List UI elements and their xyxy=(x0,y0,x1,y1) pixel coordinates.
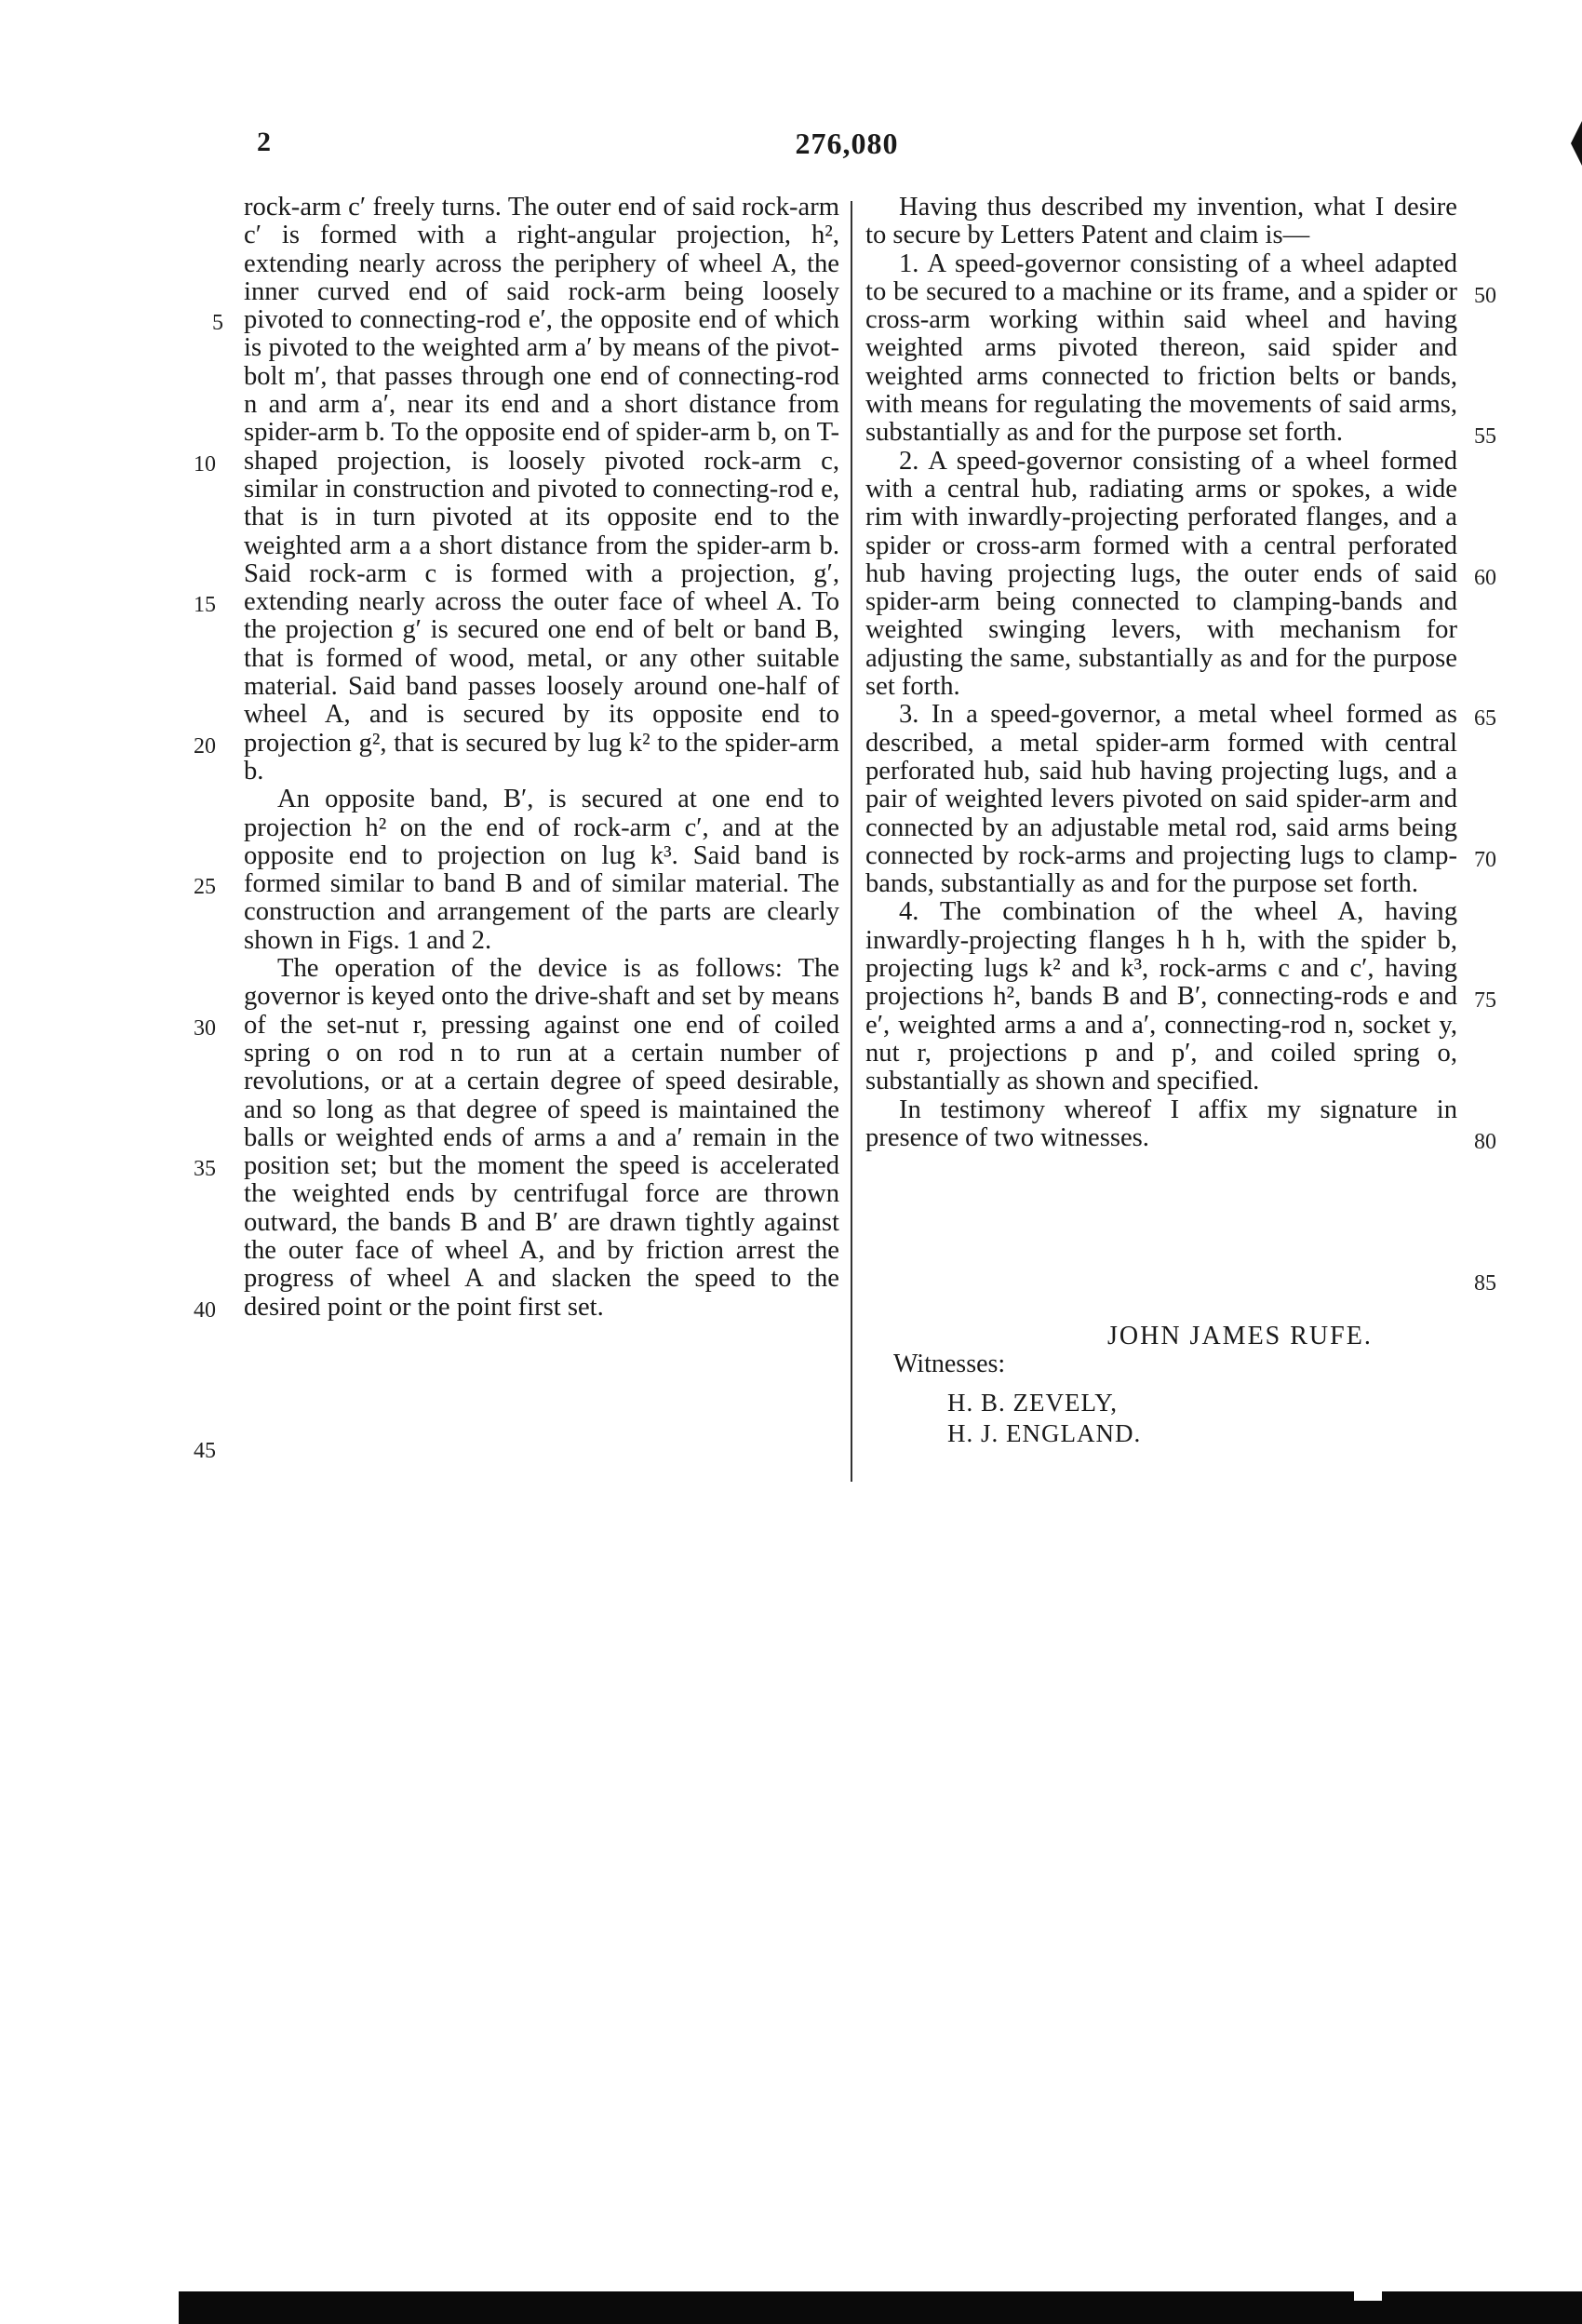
line-number: 75 xyxy=(1474,988,1496,1013)
line-number: 35 xyxy=(194,1157,216,1181)
line-number: 15 xyxy=(194,593,216,617)
body-paragraph: An opposite band, B′, is secured at one end to projection h² on the end of rock-arm c′, and at the opposite end to projection on lug k³. Said band is formed similar to band B and of similar material. The construction and arrangement of the parts are clearly shown in Figs. 1 and 2. xyxy=(244,785,839,955)
line-number: 60 xyxy=(1474,566,1496,590)
witnesses-label: Witnesses: xyxy=(893,1350,1006,1378)
claim: 3. In a speed-governor, a metal wheel formed as described, a metal spider-arm formed with central perforated hub, said hub having projecting lugs, and a pair of weighted levers pivoted on said spider-arm and connected by an adjustable metal rod, said arms being connected by rock-arms and projecting lugs to clamp-bands, substantially as and for the purpose set forth. xyxy=(865,700,1457,899)
line-number: 70 xyxy=(1474,848,1496,872)
scan-border-gap xyxy=(1354,2291,1382,2301)
line-number: 10 xyxy=(194,452,216,477)
body-paragraph: The operation of the device is as follows: The governor is keyed onto the drive-shaft and set by means of the set-nut r, pressing against one end of coiled spring o on rod n to run at a certain number of revolutions, or at a certain degree of speed desirable, and so long as that degree of speed is maintained the balls or weighted ends of arms a and a′ remain in the position set; but the moment the speed is accelerated the weighted ends by centrifugal force are thrown outward, the bands B and B′ are drawn tightly against the outer face of wheel A, and by friction arrest the progress of wheel A and slacken the speed to the desired point or the point first set. xyxy=(244,954,839,1322)
line-number: 45 xyxy=(194,1439,216,1463)
testimony-clause: In testimony whereof I affix my signature in presence of two witnesses. xyxy=(865,1095,1457,1152)
line-number: 30 xyxy=(194,1016,216,1041)
claims-intro: Having thus described my invention, what I desire to secure by Letters Patent and claim is— xyxy=(865,193,1457,250)
line-number: 20 xyxy=(194,734,216,759)
line-number: 65 xyxy=(1474,706,1496,731)
right-text-column xyxy=(865,194,1457,1152)
left-text-column xyxy=(244,194,839,1322)
line-number: 55 xyxy=(1474,424,1496,449)
line-number: 5 xyxy=(212,311,223,335)
patent-number: 276,080 xyxy=(795,127,899,160)
line-number: 25 xyxy=(194,875,216,899)
claim: 1. A speed-governor consisting of a wheel adapted to be secured to a machine or its frame, and a spider or cross-arm working within said wheel and having weighted arms pivoted thereon, said spider and weighted arms connected to friction belts or bands, with means for regulating the movements of said arms, substantially as and for the purpose set forth. xyxy=(865,249,1457,448)
witness-name: H. B. ZEVELY, xyxy=(947,1389,1119,1417)
page-number: 2 xyxy=(257,127,271,157)
line-number: 85 xyxy=(1474,1271,1496,1296)
column-divider xyxy=(851,201,852,1482)
body-paragraph: rock-arm c′ freely turns. The outer end of said rock-arm c′ is formed with a right-angular projection, h², extending nearly across the periphery of wheel A, the inner curved end of said rock-arm being loosely pivoted to connecting-rod e′, the opposite end of which is pivoted to the weighted arm a′ by means of the pivot-bolt m′, that passes through one end of connecting-rod n and arm a′, near its end and a short distance from spider-arm b. To the opposite end of spider-arm b, on T-shaped projection, is loosely pivoted rock-arm c, similar in construction and pivoted to connecting-rod e, that is in turn pivoted at its opposite end to the weighted arm a a short distance from the spider-arm b. Said rock-arm c is formed with a projection, g′, extending nearly across the outer face of wheel A. To the projection g′ is secured one end of belt or band B, that is formed of wood, metal, or any other suitable material. Said band passes loosely around one-half of wheel A, and is secured by its opposite end to projection g², that is secured by lug k² to the spider-arm b. xyxy=(244,193,839,786)
page-edge-mark xyxy=(1571,121,1582,166)
witness-name: H. J. ENGLAND. xyxy=(947,1419,1142,1447)
line-number: 80 xyxy=(1474,1130,1496,1154)
inventor-signature: JOHN JAMES RUFE. xyxy=(1107,1322,1373,1350)
claim: 2. A speed-governor consisting of a wheel formed with a central hub, radiating arms or spokes, a wide rim with inwardly-projecting perforated flanges, and a spider or cross-arm formed with a central perforated hub having projecting lugs, the outer ends of said spider-arm being connected to clamping-bands and weighted swinging levers, with mechanism for adjusting the same, substantially as and for the purpose set forth. xyxy=(865,446,1457,702)
claim: 4. The combination of the wheel A, having inwardly-projecting flanges h h h, with the spider b, projecting lugs k² and k³, rock-arms c and c′, having projections h², bands B and B′, connecting-rods e and e′, weighted arms a and a′, connecting-rod n, socket y, nut r, projections p and p′, and coiled spring o, substantially as shown and specified. xyxy=(865,897,1457,1096)
line-number: 40 xyxy=(194,1298,216,1323)
line-number: 50 xyxy=(1474,284,1496,308)
